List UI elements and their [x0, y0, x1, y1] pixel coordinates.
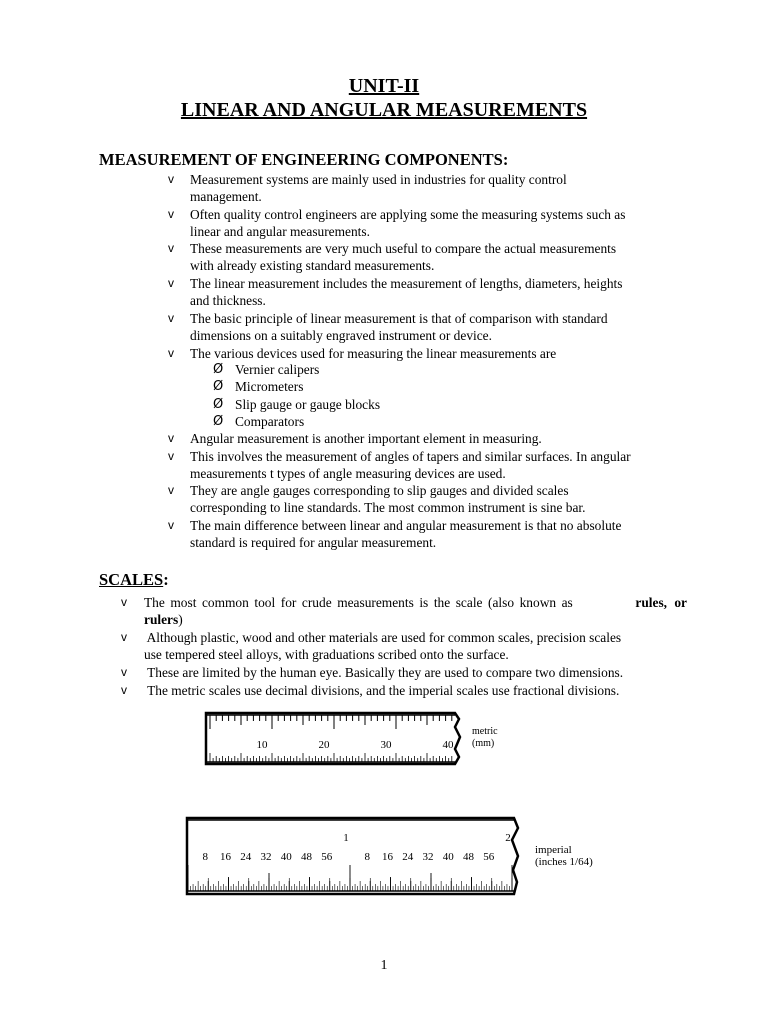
list-item: These are limited by the human eye. Basically they are used to compare two dimensions.	[144, 665, 624, 680]
bullet-marker: v	[168, 276, 174, 290]
list-item: They are angle gauges corresponding to slip gauges and divided scales corresponding to line standards. The most common instrument is sine bar.	[190, 483, 586, 516]
page-title: LINEAR AND ANGULAR MEASUREMENTS	[180, 99, 588, 121]
device-item: Comparators	[235, 414, 305, 429]
metric-ruler-figure	[200, 708, 510, 772]
bullet-marker: v	[121, 683, 127, 697]
bullet-marker: v	[121, 595, 127, 609]
bullet-marker: v	[168, 172, 174, 186]
list-item: The linear measurement includes the measurement of lengths, diameters, heights and thickness.	[190, 276, 623, 309]
bullet-marker: v	[168, 311, 174, 325]
sub-bullet-marker: Ø	[213, 362, 224, 377]
sub-bullet-marker: Ø	[213, 414, 224, 429]
metric-tick-label: 40	[442, 739, 454, 751]
metric-ruler-body	[206, 713, 460, 764]
imperial-inch-label: 1	[343, 832, 349, 844]
section-heading-scales: SCALES:	[99, 570, 169, 589]
imperial-64th-label: 24	[240, 851, 252, 863]
page-number: 1	[380, 958, 388, 973]
sub-bullet-marker: Ø	[213, 379, 224, 394]
imperial-inch-label: 2	[505, 832, 511, 844]
list-item: Measurement systems are mainly used in industries for quality control management.	[190, 172, 567, 205]
imperial-64th-label: 24	[402, 851, 414, 863]
device-item: Slip gauge or gauge blocks	[235, 397, 381, 412]
device-item: Vernier calipers	[235, 362, 320, 377]
imperial-caption: imperial	[535, 844, 572, 856]
unit-title: UNIT-II	[348, 75, 420, 97]
imperial-ruler-figure	[184, 814, 604, 898]
bullet-marker: v	[168, 431, 174, 445]
imperial-caption-unit: (inches 1/64)	[535, 856, 593, 868]
list-item: Often quality control engineers are applying some the measuring systems such as linear and angular measurements.	[190, 207, 626, 240]
bullet-marker: v	[168, 241, 174, 255]
bullet-marker: v	[168, 449, 174, 463]
imperial-64th-label: 8	[364, 851, 370, 863]
sub-bullet-marker: Ø	[213, 397, 224, 412]
imperial-64th-label: 8	[202, 851, 208, 863]
list-item: The most common tool for crude measurements is the scale (also known as rules, or rulers)	[144, 595, 687, 628]
bullet-marker: v	[121, 630, 127, 644]
imperial-64th-label: 32	[260, 851, 272, 863]
metric-caption: metric	[472, 726, 498, 737]
metric-tick-label: 30	[380, 739, 392, 751]
bullet-marker: v	[168, 518, 174, 532]
list-item: This involves the measurement of angles of tapers and similar surfaces. In angular measurements t types of angle measuring devices are used.	[190, 449, 631, 482]
list-item: Although plastic, wood and other materials are used for common scales, precision scales use tempered steel alloys, with graduations scribed onto the surface.	[144, 630, 622, 663]
imperial-64th-label: 56	[483, 851, 495, 863]
imperial-64th-label: 40	[280, 851, 292, 863]
list-item: The metric scales use decimal divisions, and the imperial scales use fractional divisions.	[144, 683, 620, 698]
bullet-marker: v	[121, 665, 127, 679]
device-item: Micrometers	[235, 379, 304, 394]
imperial-64th-label: 56	[321, 851, 333, 863]
list-item: The basic principle of linear measurement is that of comparison with standard dimensions on a suitably engraved instrument or device.	[190, 311, 608, 344]
imperial-64th-label: 32	[422, 851, 434, 863]
imperial-64th-label: 40	[442, 851, 454, 863]
list-item: The main difference between linear and angular measurement is that no absolute standard is required for angular measurement.	[190, 518, 622, 551]
bullet-marker: v	[168, 207, 174, 221]
list-item: These measurements are very much useful to compare the actual measurements with already existing standard measurements.	[190, 241, 617, 274]
section-heading-measurement: MEASUREMENT OF ENGINEERING COMPONENTS:	[99, 150, 509, 169]
metric-tick-label: 20	[318, 739, 330, 751]
imperial-64th-label: 48	[463, 851, 474, 863]
imperial-64th-label: 16	[220, 851, 231, 863]
bullet-marker: v	[168, 483, 174, 497]
metric-tick-label: 10	[256, 739, 268, 751]
list-item: Angular measurement is another important element in measuring.	[190, 431, 542, 446]
metric-ruler-outline	[206, 713, 460, 764]
metric-caption-unit: (mm)	[472, 738, 495, 749]
list-item: The various devices used for measuring the linear measurements are	[190, 346, 557, 361]
imperial-64th-label: 16	[382, 851, 393, 863]
bullet-marker: v	[168, 346, 174, 360]
imperial-64th-label: 48	[301, 851, 312, 863]
